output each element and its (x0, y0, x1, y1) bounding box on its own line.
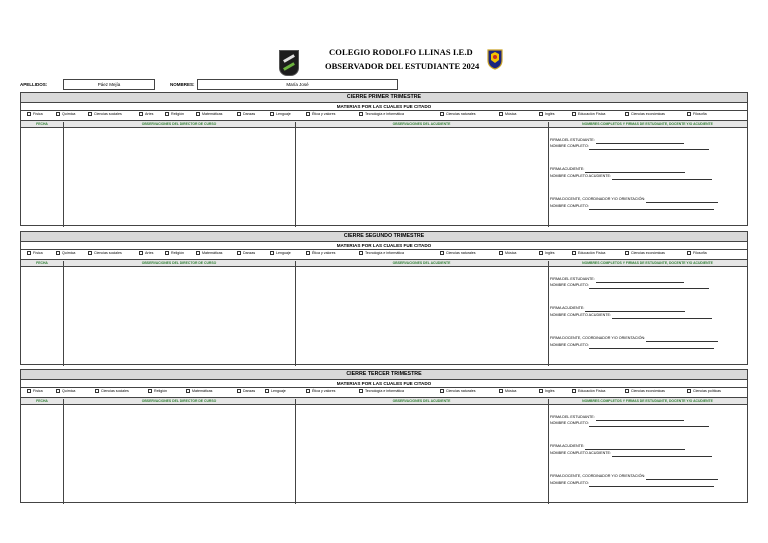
checkbox-icon[interactable] (237, 251, 241, 255)
subject-label: Ciencias económicas (631, 389, 665, 393)
subject-checkbox[interactable] (165, 112, 184, 116)
guardian-signature-line[interactable]: FIRMA ACUDIENTE: (550, 443, 685, 450)
subject-checkbox[interactable] (148, 389, 167, 393)
checkbox-icon[interactable] (499, 251, 503, 255)
guardian-observations-header: OBSERVACIONES DEL ACUDIENTE (392, 122, 451, 126)
director-observations-cell[interactable] (64, 405, 295, 504)
subject-checkbox[interactable] (139, 112, 153, 116)
subject-label: Ciencias económicas (631, 112, 665, 116)
subject-label: Química (62, 389, 76, 393)
guardian-name-line[interactable]: NOMBRE COMPLETO ACUDIENTE: (550, 312, 712, 319)
date-column-header: FECHA (36, 399, 48, 403)
subject-checkbox[interactable] (186, 389, 212, 393)
section-first-trimester (20, 92, 748, 226)
subject-label: Danzas (243, 251, 256, 255)
subject-label: Química (62, 251, 76, 255)
subject-label: Inglés (545, 251, 555, 255)
signatures-header: NOMBRES COMPLETOS Y FIRMAS DE ESTUDIANTE, DOCENTE Y/O ACUDIENTE (582, 261, 713, 265)
checkbox-icon[interactable] (196, 112, 200, 116)
checkbox-icon[interactable] (27, 389, 31, 393)
checkbox-icon[interactable] (237, 389, 241, 393)
subject-label: Educación Física (578, 389, 606, 393)
subject-checkbox[interactable] (306, 112, 335, 116)
checkbox-icon[interactable] (265, 389, 269, 393)
subject-label: Tecnología e informática (365, 112, 404, 116)
teacher-name-line[interactable]: NOMBRE COMPLETO: (550, 203, 714, 210)
student-name-line[interactable]: NOMBRE COMPLETO: (550, 282, 709, 289)
subject-label: Música (505, 389, 517, 393)
subject-checkbox[interactable] (572, 389, 605, 393)
checkbox-icon[interactable] (237, 112, 241, 116)
subject-label: Ética y valores (312, 389, 336, 393)
subject-checkbox[interactable] (625, 389, 665, 393)
subject-checkbox[interactable] (539, 389, 555, 393)
director-observations-header: OBSERVACIONES DEL DIRECTOR DE CURSO (141, 122, 217, 126)
guardian-name-line[interactable]: NOMBRE COMPLETO ACUDIENTE: (550, 173, 712, 180)
checkbox-icon[interactable] (539, 251, 543, 255)
subject-checkbox[interactable] (499, 251, 516, 255)
director-observations-header: OBSERVACIONES DEL DIRECTOR DE CURSO (141, 399, 217, 403)
checkbox-icon[interactable] (95, 389, 99, 393)
section-title: CIERRE PRIMER TRIMESTRE (21, 93, 747, 103)
checkbox-icon[interactable] (165, 112, 169, 116)
subject-label: Ciencias económicas (631, 251, 665, 255)
surname-label: APELLIDOS: (20, 82, 48, 87)
subject-label: Inglés (545, 389, 555, 393)
checkbox-icon[interactable] (27, 112, 31, 116)
checkbox-icon[interactable] (572, 112, 576, 116)
subject-checklist (21, 388, 747, 398)
subject-label: Danzas (243, 389, 256, 393)
subject-label: Ciencias naturales (446, 251, 476, 255)
checkbox-icon[interactable] (139, 251, 143, 255)
subject-label: Educación Física (578, 251, 606, 255)
subject-label: Educación Física (578, 112, 606, 116)
checkbox-icon[interactable] (270, 112, 274, 116)
checkbox-icon[interactable] (270, 251, 274, 255)
guardian-observations-cell[interactable] (296, 267, 548, 366)
subject-checkbox[interactable] (539, 251, 555, 255)
checkbox-icon[interactable] (306, 251, 310, 255)
subject-label: Danzas (243, 112, 256, 116)
subject-checkbox[interactable] (440, 251, 476, 255)
subject-label: Música (505, 112, 517, 116)
date-column-header: FECHA (36, 261, 48, 265)
subject-checkbox[interactable] (306, 389, 335, 393)
signatures-header: NOMBRES COMPLETOS Y FIRMAS DE ESTUDIANTE, DOCENTE Y/O ACUDIENTE (582, 122, 713, 126)
subject-label: Matemáticas (202, 112, 223, 116)
checkbox-icon[interactable] (359, 251, 363, 255)
subject-label: Artes (145, 112, 154, 116)
teacher-signature-line[interactable]: FIRMA DOCENTE, COORDINADOR Y/O ORIENTACIÓN: (550, 473, 718, 480)
column-headers (21, 260, 747, 267)
subject-label: Matemáticas (192, 389, 213, 393)
subject-checkbox[interactable] (359, 112, 404, 116)
subject-label: Ciencias naturales (446, 112, 476, 116)
subject-checkbox[interactable] (56, 389, 75, 393)
subject-checklist (21, 250, 747, 260)
document-title: OBSERVADOR DEL ESTUDIANTE 2024 (325, 61, 480, 71)
student-signature-line[interactable]: FIRMA DEL ESTUDIANTE: (550, 137, 684, 144)
column-headers (21, 121, 747, 128)
guardian-name-line[interactable]: NOMBRE COMPLETO ACUDIENTE: (550, 450, 712, 457)
subject-checkbox[interactable] (196, 251, 222, 255)
student-signature-line[interactable]: FIRMA DEL ESTUDIANTE: (550, 276, 684, 283)
subject-label: Lenguaje (276, 251, 291, 255)
checkbox-icon[interactable] (196, 251, 200, 255)
subject-label: Ciencias sociales (94, 251, 122, 255)
guardian-observations-cell[interactable] (296, 405, 548, 504)
checkbox-icon[interactable] (359, 112, 363, 116)
subject-checkbox[interactable] (359, 389, 404, 393)
subject-checkbox[interactable] (687, 112, 707, 116)
subject-checkbox[interactable] (687, 251, 707, 255)
checkbox-icon[interactable] (499, 112, 503, 116)
subject-label: Ciencias sociales (94, 112, 122, 116)
subject-label: Religión (171, 112, 184, 116)
subject-checkbox[interactable] (499, 389, 516, 393)
subject-checkbox[interactable] (27, 389, 43, 393)
checkbox-icon[interactable] (27, 251, 31, 255)
checkbox-icon[interactable] (440, 389, 444, 393)
subject-checkbox[interactable] (359, 251, 404, 255)
checkbox-icon[interactable] (625, 251, 629, 255)
subject-checkbox[interactable] (95, 389, 129, 393)
subject-label: Religión (171, 251, 184, 255)
subject-checkbox[interactable] (270, 112, 291, 116)
director-observations-header: OBSERVACIONES DEL DIRECTOR DE CURSO (141, 261, 217, 265)
observations-body (21, 267, 747, 366)
checkbox-icon[interactable] (88, 251, 92, 255)
section-second-trimester (20, 231, 748, 365)
section-title: CIERRE SEGUNDO TRIMESTRE (21, 232, 747, 242)
teacher-name-line[interactable]: NOMBRE COMPLETO: (550, 480, 714, 487)
checkbox-icon[interactable] (572, 251, 576, 255)
subject-label: Ciencias políticas (693, 389, 721, 393)
teacher-name-line[interactable]: NOMBRE COMPLETO: (550, 342, 714, 349)
subject-checkbox[interactable] (687, 389, 721, 393)
subject-label: Ciencias sociales (101, 389, 129, 393)
subject-checkbox[interactable] (270, 251, 291, 255)
checkbox-icon[interactable] (687, 112, 691, 116)
checkbox-icon[interactable] (440, 251, 444, 255)
school-name: COLEGIO RODOLFO LLINAS I.E.D (329, 47, 473, 57)
subject-checkbox[interactable] (196, 112, 222, 116)
date-column-header: FECHA (36, 122, 48, 126)
subject-checkbox[interactable] (27, 112, 43, 116)
observations-body (21, 405, 747, 504)
subject-checkbox[interactable] (539, 112, 555, 116)
checkbox-icon[interactable] (440, 112, 444, 116)
subject-label: Inglés (545, 112, 555, 116)
section-subtitle: MATERIAS POR LAS CUALES FUE CITADO (21, 242, 747, 250)
signatures-header: NOMBRES COMPLETOS Y FIRMAS DE ESTUDIANTE, DOCENTE Y/O ACUDIENTE (582, 399, 713, 403)
section-title: CIERRE TERCER TRIMESTRE (21, 370, 747, 380)
subject-label: Ética y valores (312, 251, 336, 255)
subject-checkbox[interactable] (265, 389, 286, 393)
director-observations-cell[interactable] (64, 128, 295, 227)
column-headers (21, 398, 747, 405)
observations-body (21, 128, 747, 227)
city-shield-icon (486, 48, 504, 70)
subject-label: Música (505, 251, 517, 255)
subject-checkbox[interactable] (56, 112, 75, 116)
checkbox-icon[interactable] (572, 389, 576, 393)
subject-checkbox[interactable] (306, 251, 335, 255)
subject-label: Física (33, 251, 43, 255)
subject-label: Religión (154, 389, 167, 393)
date-cell[interactable] (21, 267, 63, 366)
checkbox-icon[interactable] (148, 389, 152, 393)
checkbox-icon[interactable] (539, 389, 543, 393)
subject-label: Filosofía (693, 251, 707, 255)
subject-label: Ciencias naturales (446, 389, 476, 393)
surname-field[interactable]: Páez Mejía (63, 79, 155, 90)
checkbox-icon[interactable] (186, 389, 190, 393)
checkbox-icon[interactable] (88, 112, 92, 116)
checkbox-icon[interactable] (499, 389, 503, 393)
student-name-line[interactable]: NOMBRE COMPLETO: (550, 143, 709, 150)
subject-checkbox[interactable] (139, 251, 153, 255)
subject-label: Matemáticas (202, 251, 223, 255)
section-subtitle: MATERIAS POR LAS CUALES FUE CITADO (21, 380, 747, 388)
subject-checkbox[interactable] (440, 112, 476, 116)
subject-checkbox[interactable] (88, 251, 122, 255)
subject-checkbox[interactable] (56, 251, 75, 255)
subject-checkbox[interactable] (237, 251, 255, 255)
subject-checkbox[interactable] (625, 251, 665, 255)
name-label: NOMBRES: (170, 82, 195, 87)
checkbox-icon[interactable] (687, 389, 691, 393)
guardian-observations-header: OBSERVACIONES DEL ACUDIENTE (392, 261, 451, 265)
date-cell[interactable] (21, 405, 63, 504)
checkbox-icon[interactable] (139, 112, 143, 116)
date-cell[interactable] (21, 128, 63, 227)
director-observations-cell[interactable] (64, 267, 295, 366)
checkbox-icon[interactable] (306, 112, 310, 116)
checkbox-icon[interactable] (625, 389, 629, 393)
teacher-signature-line[interactable]: FIRMA DOCENTE, COORDINADOR Y/O ORIENTACIÓN: (550, 335, 718, 342)
subject-label: Tecnología e informática (365, 389, 404, 393)
subject-checkbox[interactable] (165, 251, 184, 255)
subject-checkbox[interactable] (625, 112, 665, 116)
subject-checkbox[interactable] (499, 112, 516, 116)
subject-checklist (21, 111, 747, 121)
guardian-signature-line[interactable]: FIRMA ACUDIENTE: (550, 166, 685, 173)
name-field[interactable]: María José (197, 79, 398, 90)
student-name-line[interactable]: NOMBRE COMPLETO: (550, 420, 709, 427)
document-header (0, 46, 768, 76)
subject-checkbox[interactable] (27, 251, 43, 255)
checkbox-icon[interactable] (539, 112, 543, 116)
checkbox-icon[interactable] (625, 112, 629, 116)
checkbox-icon[interactable] (56, 389, 60, 393)
school-logo-icon (279, 50, 299, 76)
checkbox-icon[interactable] (165, 251, 169, 255)
checkbox-icon[interactable] (687, 251, 691, 255)
subject-checkbox[interactable] (237, 112, 255, 116)
guardian-observations-cell[interactable] (296, 128, 548, 227)
section-third-trimester (20, 369, 748, 503)
student-signature-line[interactable]: FIRMA DEL ESTUDIANTE: (550, 414, 684, 421)
checkbox-icon[interactable] (56, 251, 60, 255)
teacher-signature-line[interactable]: FIRMA DOCENTE, COORDINADOR Y/O ORIENTACIÓN: (550, 196, 718, 203)
subject-checkbox[interactable] (440, 389, 476, 393)
checkbox-icon[interactable] (56, 112, 60, 116)
subject-label: Química (62, 112, 76, 116)
subject-label: Lenguaje (276, 112, 291, 116)
guardian-signature-line[interactable]: FIRMA ACUDIENTE: (550, 305, 685, 312)
subject-label: Tecnología e informática (365, 251, 404, 255)
subject-label: Física (33, 112, 43, 116)
student-info-row (20, 79, 398, 90)
subject-label: Filosofía (693, 112, 707, 116)
section-subtitle: MATERIAS POR LAS CUALES FUE CITADO (21, 103, 747, 111)
subject-checkbox[interactable] (572, 112, 605, 116)
subject-checkbox[interactable] (88, 112, 122, 116)
subject-label: Física (33, 389, 43, 393)
subject-checkbox[interactable] (572, 251, 605, 255)
checkbox-icon[interactable] (359, 389, 363, 393)
checkbox-icon[interactable] (306, 389, 310, 393)
guardian-observations-header: OBSERVACIONES DEL ACUDIENTE (392, 399, 451, 403)
subject-label: Lenguaje (271, 389, 286, 393)
subject-label: Artes (145, 251, 154, 255)
subject-label: Ética y valores (312, 112, 336, 116)
subject-checkbox[interactable] (237, 389, 255, 393)
